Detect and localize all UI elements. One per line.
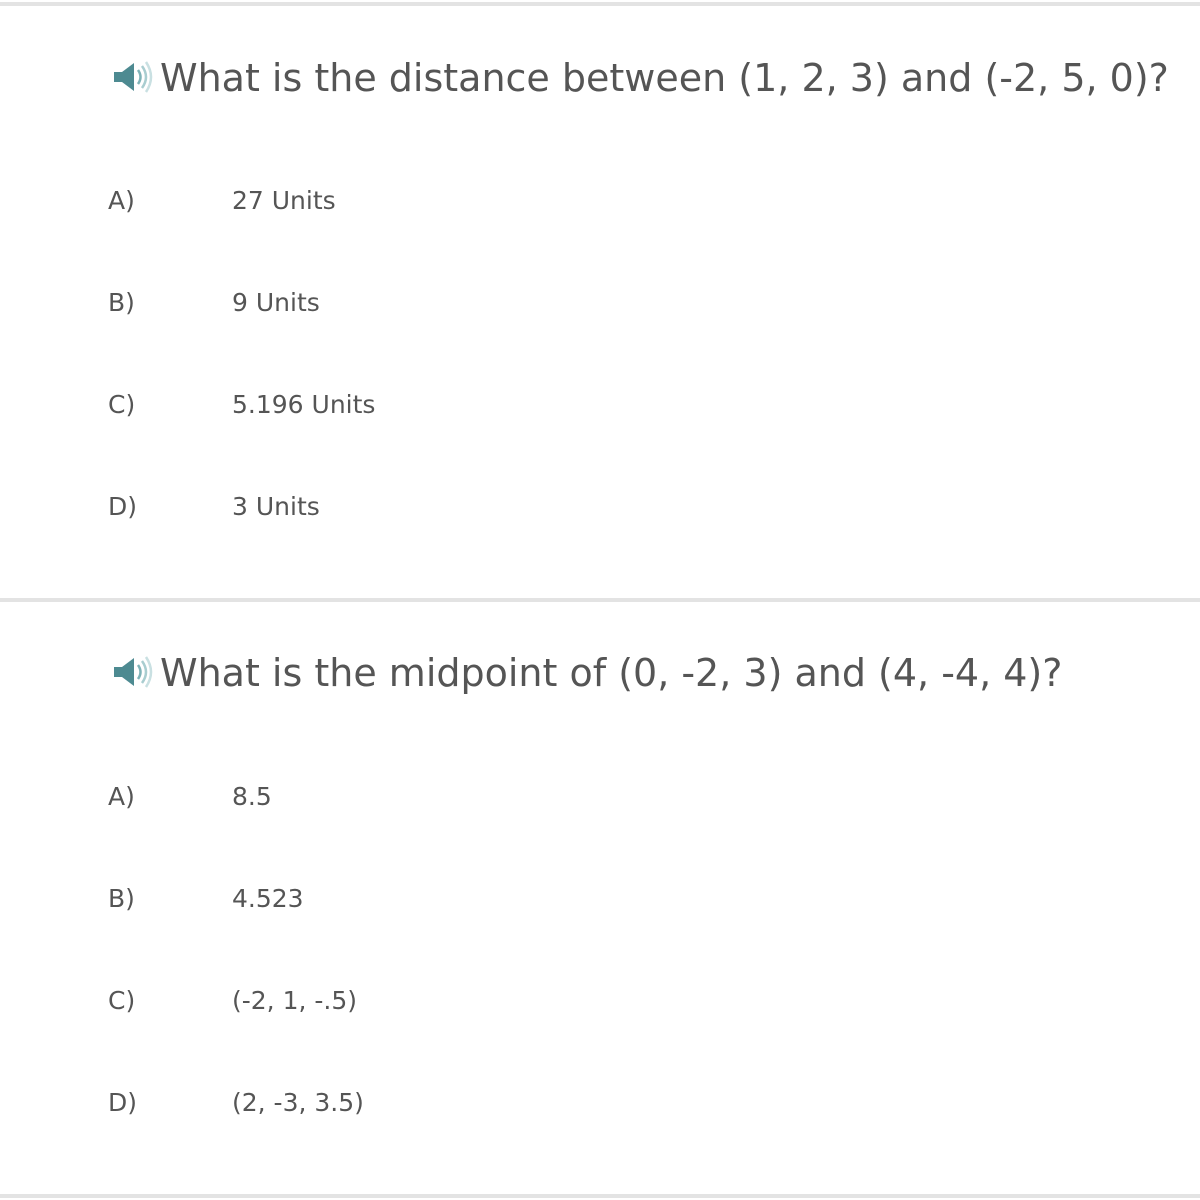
question-1-choice-d[interactable]: [108, 486, 1008, 526]
question-1-choice-c[interactable]: [108, 384, 1008, 424]
choice-letter: C): [108, 389, 136, 419]
choice-letter: B): [108, 287, 135, 317]
choice-letter: A): [108, 185, 135, 215]
choice-letter: D): [108, 491, 138, 521]
speaker-icon[interactable]: [112, 653, 158, 693]
choice-letter: B): [108, 883, 135, 913]
question-1-choice-a[interactable]: [108, 180, 1008, 220]
choice-letter: A): [108, 781, 135, 811]
question-2-choice-b[interactable]: [108, 878, 1008, 918]
question-2-header: [112, 645, 1062, 701]
choice-text: 3 Units: [232, 491, 320, 521]
choice-letter: D): [108, 1087, 138, 1117]
question-2-prompt: What is the midpoint of (0, -2, 3) and (4, -4, 4)?: [160, 651, 1063, 695]
choice-text: (2, -3, 3.5): [232, 1087, 364, 1117]
question-1-prompt: What is the distance between (1, 2, 3) and (-2, 5, 0)?: [160, 56, 1169, 100]
choice-text: 9 Units: [232, 287, 320, 317]
bottom-divider: [0, 1194, 1200, 1198]
choice-text: (-2, 1, -.5): [232, 985, 357, 1015]
question-2-choice-c[interactable]: [108, 980, 1008, 1020]
question-divider: [0, 598, 1200, 602]
question-1-choice-b[interactable]: [108, 282, 1008, 322]
choice-text: 8.5: [232, 781, 272, 811]
choice-letter: C): [108, 985, 136, 1015]
speaker-icon[interactable]: [112, 58, 158, 98]
choice-text: 27 Units: [232, 185, 336, 215]
question-1-header: [112, 50, 1169, 106]
top-divider: [0, 2, 1200, 6]
question-2-choice-a[interactable]: [108, 776, 1008, 816]
choice-text: 5.196 Units: [232, 389, 376, 419]
choice-text: 4.523: [232, 883, 304, 913]
question-2-choice-d[interactable]: [108, 1082, 1008, 1122]
